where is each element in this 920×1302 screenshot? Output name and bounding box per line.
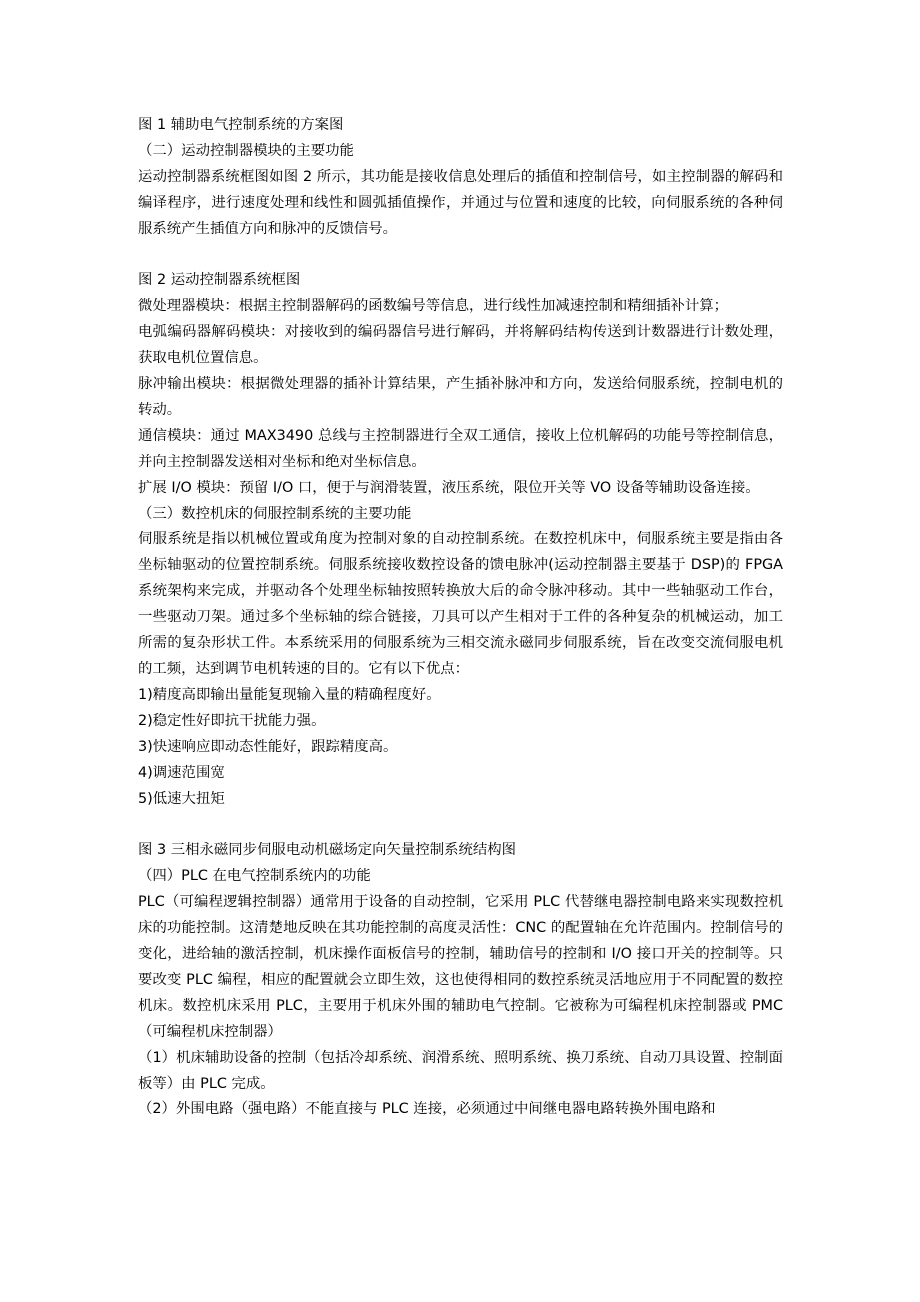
advantage-5: 5)低速大扭矩 (138, 790, 225, 807)
section-2-paragraph: 运动控制器系统框图如图 2 所示，其功能是接收信息处理后的插值和控制信号，如主控制器的解码和编译程序，进行速度处理和线性和圆弧插值操作，并通过与位置和速度的比较，向伺服系统的各种伺服系统产生插值方向和脉冲的反馈信号。 (138, 168, 783, 237)
section-2-heading: （二）运动控制器模块的主要功能 (138, 142, 354, 159)
spacer (138, 243, 783, 269)
spacer (138, 812, 783, 838)
advantage-4: 4)调速范围宽 (138, 764, 225, 781)
module-expansion-io: 扩展 I/O 模块：预留 I/O 口，便于与润滑装置，液压系统，限位开关等 VO 设备等辅助设备连接。 (138, 479, 760, 496)
figure-1-caption: 图 1 辅助电气控制系统的方案图 (138, 117, 344, 133)
module-microprocessor: 微处理器模块：根据主控制器解码的函数编号等信息，进行线性加减速控制和精细插补计算； (138, 298, 729, 315)
figure-2-caption: 图 2 运动控制器系统框图 (138, 272, 301, 289)
advantage-2: 2)稳定性好即抗干扰能力强。 (138, 712, 326, 729)
document-page (138, 113, 783, 1123)
advantage-1: 1)精度高即输出量能复现输入量的精确程度好。 (138, 686, 441, 703)
module-encoder: 电弧编码器解码模块：对接收到的编码器信号进行解码，并将解码结构传送到计数器进行计数处理，获取电机位置信息。 (138, 324, 783, 367)
section-4-heading: （四）PLC 在电气控制系统内的功能 (138, 868, 371, 885)
section-3-heading: （三）数控机床的伺服控制系统的主要功能 (138, 505, 412, 522)
section-3-paragraph: 伺服系统是指以机械位置或角度为控制对象的自动控制系统。在数控机床中，伺服系统主要是指由各坐标轴驱动的位置控制系统。伺服系统接收数控设备的馈电脉冲(运动控制器主要基于 DSP)的 FPGA 系统架构来完成，并驱动各个处理坐标轴按照转换放大后的命令脉冲移动。其中一些轴驱动工作台，一些驱动刀架。通过多个坐标轴的综合链接，刀具可以产生相对于工件的各种复杂的机械运动，加工所需的复杂形状工件。本系统采用的伺服系统为三相交流永磁同步伺服系统，旨在改变交流伺服电机的工频，达到调节电机转速的目的。它有以下优点： (138, 531, 783, 678)
list-item-1: （1）机床辅助设备的控制（包括冷却系统、润滑系统、照明系统、换刀系统、自动刀具设置、控制面板等）由 PLC 完成。 (138, 1049, 783, 1092)
module-pulse-output: 脉冲输出模块：根据微处理器的插补计算结果，产生插补脉冲和方向，发送给伺服系统，控制电机的转动。 (138, 376, 783, 418)
advantage-3: 3)快速响应即动态性能好，跟踪精度高。 (138, 738, 398, 755)
section-4-paragraph: PLC（可编程逻辑控制器）通常用于设备的自动控制，它采用 PLC 代替继电器控制电路来实现数控机床的功能控制。这清楚地反映在其功能控制的高度灵活性：CNC 的配置轴在允许范围内。控制信号的变化，进给轴的激活控制，机床操作面板信号的控制，辅助信号的控制和 I/O 接口开关的控制等。只要改变 PLC 编程，相应的配置就会立即生效，这也使得相同的数控系统灵活地应用于不同配置的数控机床。数控机床采用 PLC，主要用于机床外围的辅助电气控制。它被称为可编程机床控制器或 PMC（可编程机床控制器） (138, 894, 783, 1040)
module-communication: 通信模块：通过 MAX3490 总线与主控制器进行全双工通信，接收上位机解码的功能号等控制信息，并向主控制器发送相对坐标和绝对坐标信息。 (138, 427, 783, 470)
list-item-2: （2）外围电路（强电路）不能直接与 PLC 连接，必须通过中间继电器电路转换外围电路和 (138, 1101, 716, 1118)
figure-3-caption: 图 3 三相永磁同步伺服电动机磁场定向矢量控制系统结构图 (138, 842, 517, 859)
